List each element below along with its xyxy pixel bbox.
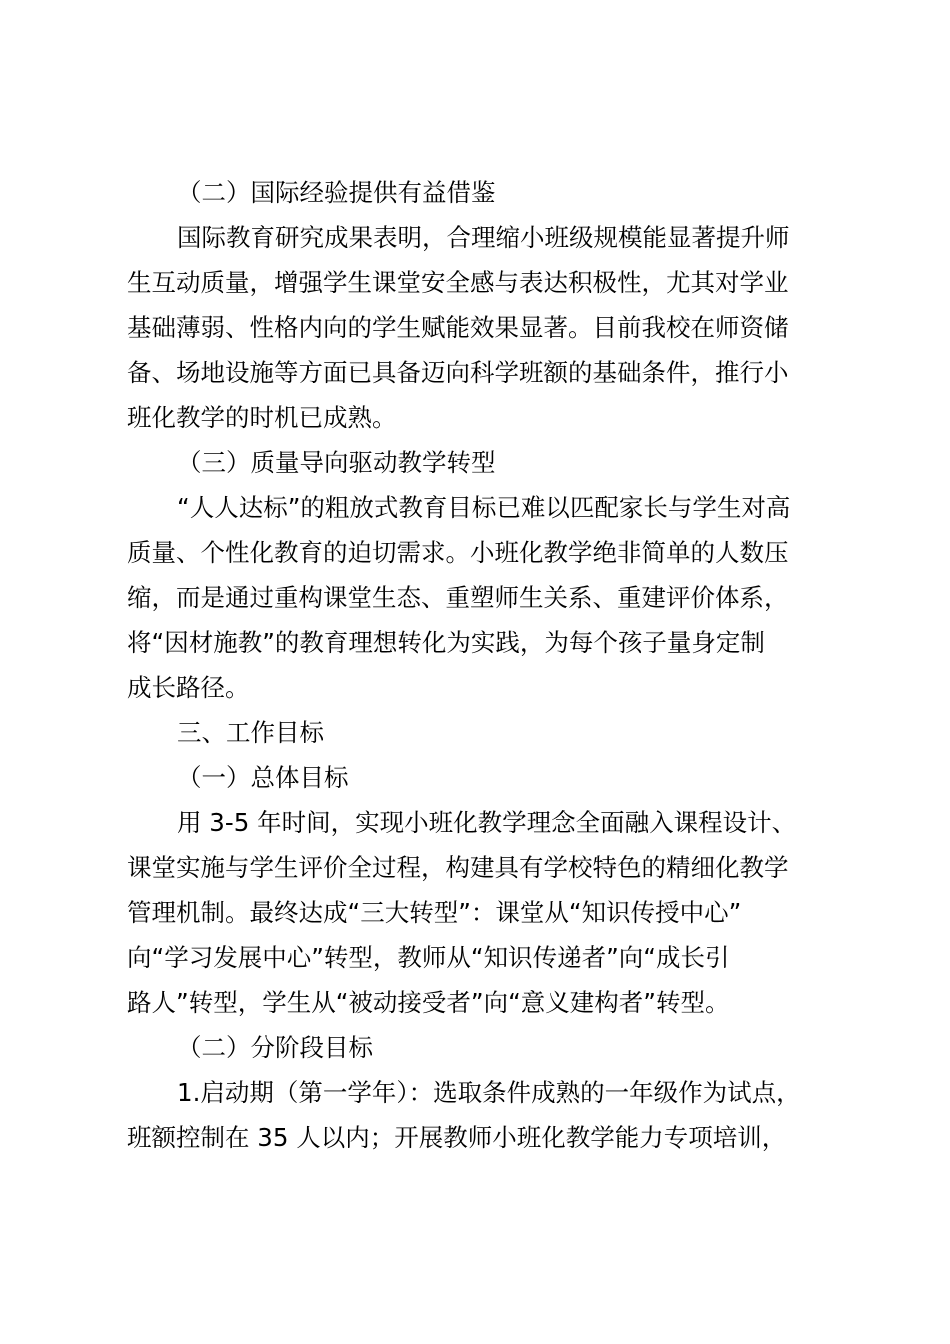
heading-work-goals: 三、工作目标 (177, 718, 324, 747)
heading-overall-goals: （一）总体目标 (177, 763, 349, 792)
paragraph-line: 课堂实施与学生评价全过程，构建具有学校特色的精细化教学 (127, 853, 789, 882)
paragraph-line: 管理机制。最终达成“三大转型”：课堂从“知识传授中心” (127, 898, 742, 927)
paragraph-line: 用 3-5 年时间，实现小班化教学理念全面融入课程设计、 (177, 808, 797, 837)
paragraph-line: 成长路径。 (127, 673, 250, 702)
paragraph-line: 备、场地设施等方面已具备迈向科学班额的基础条件，推行小 (127, 358, 789, 387)
heading-phased-goals: （二）分阶段目标 (177, 1033, 373, 1062)
paragraph-line: 国际教育研究成果表明，合理缩小班级规模能显著提升师 (177, 223, 790, 252)
document-page (127, 170, 833, 1160)
paragraph-line: 生互动质量，增强学生课堂安全感与表达积极性，尤其对学业 (127, 268, 789, 297)
paragraph-line: “人人达标”的粗放式教育目标已难以匹配家长与学生对高 (177, 493, 791, 522)
paragraph-line: 质量、个性化教育的迫切需求。小班化教学绝非简单的人数压 (127, 538, 789, 567)
paragraph-line: 班化教学的时机已成熟。 (127, 403, 397, 432)
paragraph-line: 路人”转型，学生从“被动接受者”向“意义建构者”转型。 (127, 988, 730, 1017)
paragraph-line: 班额控制在 35 人以内；开展教师小班化教学能力专项培训， (127, 1123, 787, 1152)
paragraph-line: 将“因材施教”的教育理想转化为实践，为每个孩子量身定制 (127, 628, 765, 657)
paragraph-line: 缩，而是通过重构课堂生态、重塑师生关系、重建评价体系， (127, 583, 789, 612)
paragraph-line: 1.启动期（第一学年）：选取条件成熟的一年级作为试点， (177, 1078, 801, 1107)
heading-international-experience: （二）国际经验提供有益借鉴 (177, 178, 496, 207)
heading-quality-oriented: （三）质量导向驱动教学转型 (177, 448, 496, 477)
paragraph-line: 基础薄弱、性格内向的学生赋能效果显著。目前我校在师资储 (127, 313, 789, 342)
paragraph-line: 向“学习发展中心”转型，教师从“知识传递者”向“成长引 (127, 943, 730, 972)
